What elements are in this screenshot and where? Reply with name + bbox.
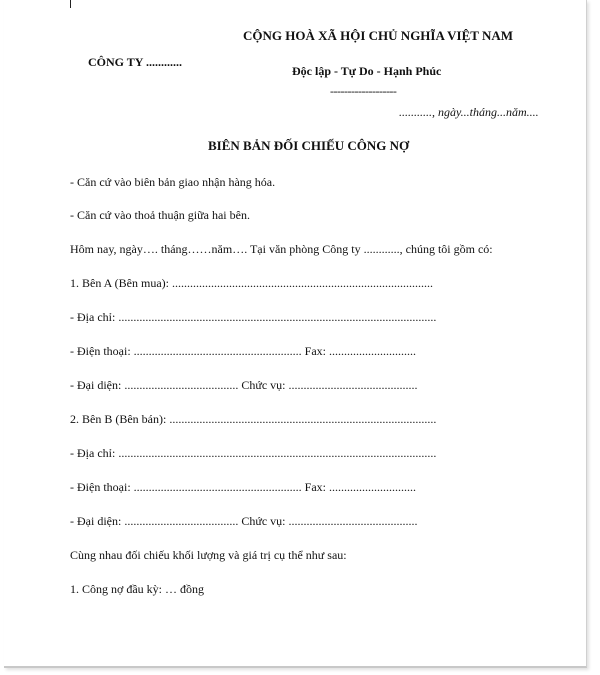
party-a-representative: - Đại diện: ...................................... Chức vụ: ........................................... — [70, 378, 418, 392]
opening-balance-line: 1. Công nợ đầu kỳ: … đồng — [70, 582, 205, 596]
party-a-heading: 1. Bên A (Bên mua): ....................................................................................... — [70, 276, 433, 290]
party-b-representative: - Đại diện: ...................................... Chức vụ: ........................................... — [70, 514, 418, 528]
basis-line-1: - Căn cứ vào biên bản giao nhận hàng hóa. — [70, 175, 276, 189]
text-cursor — [70, 0, 71, 8]
national-title: CỘNG HOÀ XÃ HỘI CHỦ NGHĨA VIỆT NAM — [243, 28, 514, 43]
party-a-address: - Địa chỉ: .......................................................................................................... — [70, 310, 437, 324]
basis-line-2: - Căn cứ vào thoả thuận giữa hai bên. — [70, 208, 250, 222]
motto-rule: ------------------- — [330, 84, 397, 98]
meeting-line: Hôm nay, ngày…. tháng……năm…. Tại văn phòng Công ty ............, chúng tôi gồm có: — [70, 242, 493, 256]
party-b-address: - Địa chỉ: .......................................................................................................... — [70, 446, 437, 460]
reconciliation-intro: Cùng nhau đối chiếu khối lượng và giá trị cụ thể như sau: — [70, 548, 347, 562]
motto: Độc lập - Tự Do - Hạnh Phúc — [292, 64, 442, 78]
party-b-phone-fax: - Điện thoại: ........................................................ Fax: ............................. — [70, 480, 416, 494]
party-a-phone-fax: - Điện thoại: ........................................................ Fax: ............................. — [70, 344, 416, 358]
company-name: CÔNG TY ............ — [88, 55, 183, 69]
party-b-heading: 2. Bên B (Bên bán): ......................................................................................... — [70, 412, 437, 426]
document-title: BIÊN BẢN ĐỐI CHIẾU CÔNG NỢ — [208, 138, 410, 153]
page-frame — [4, 0, 587, 668]
date-line: ..........., ngày...tháng...năm.... — [399, 105, 539, 119]
